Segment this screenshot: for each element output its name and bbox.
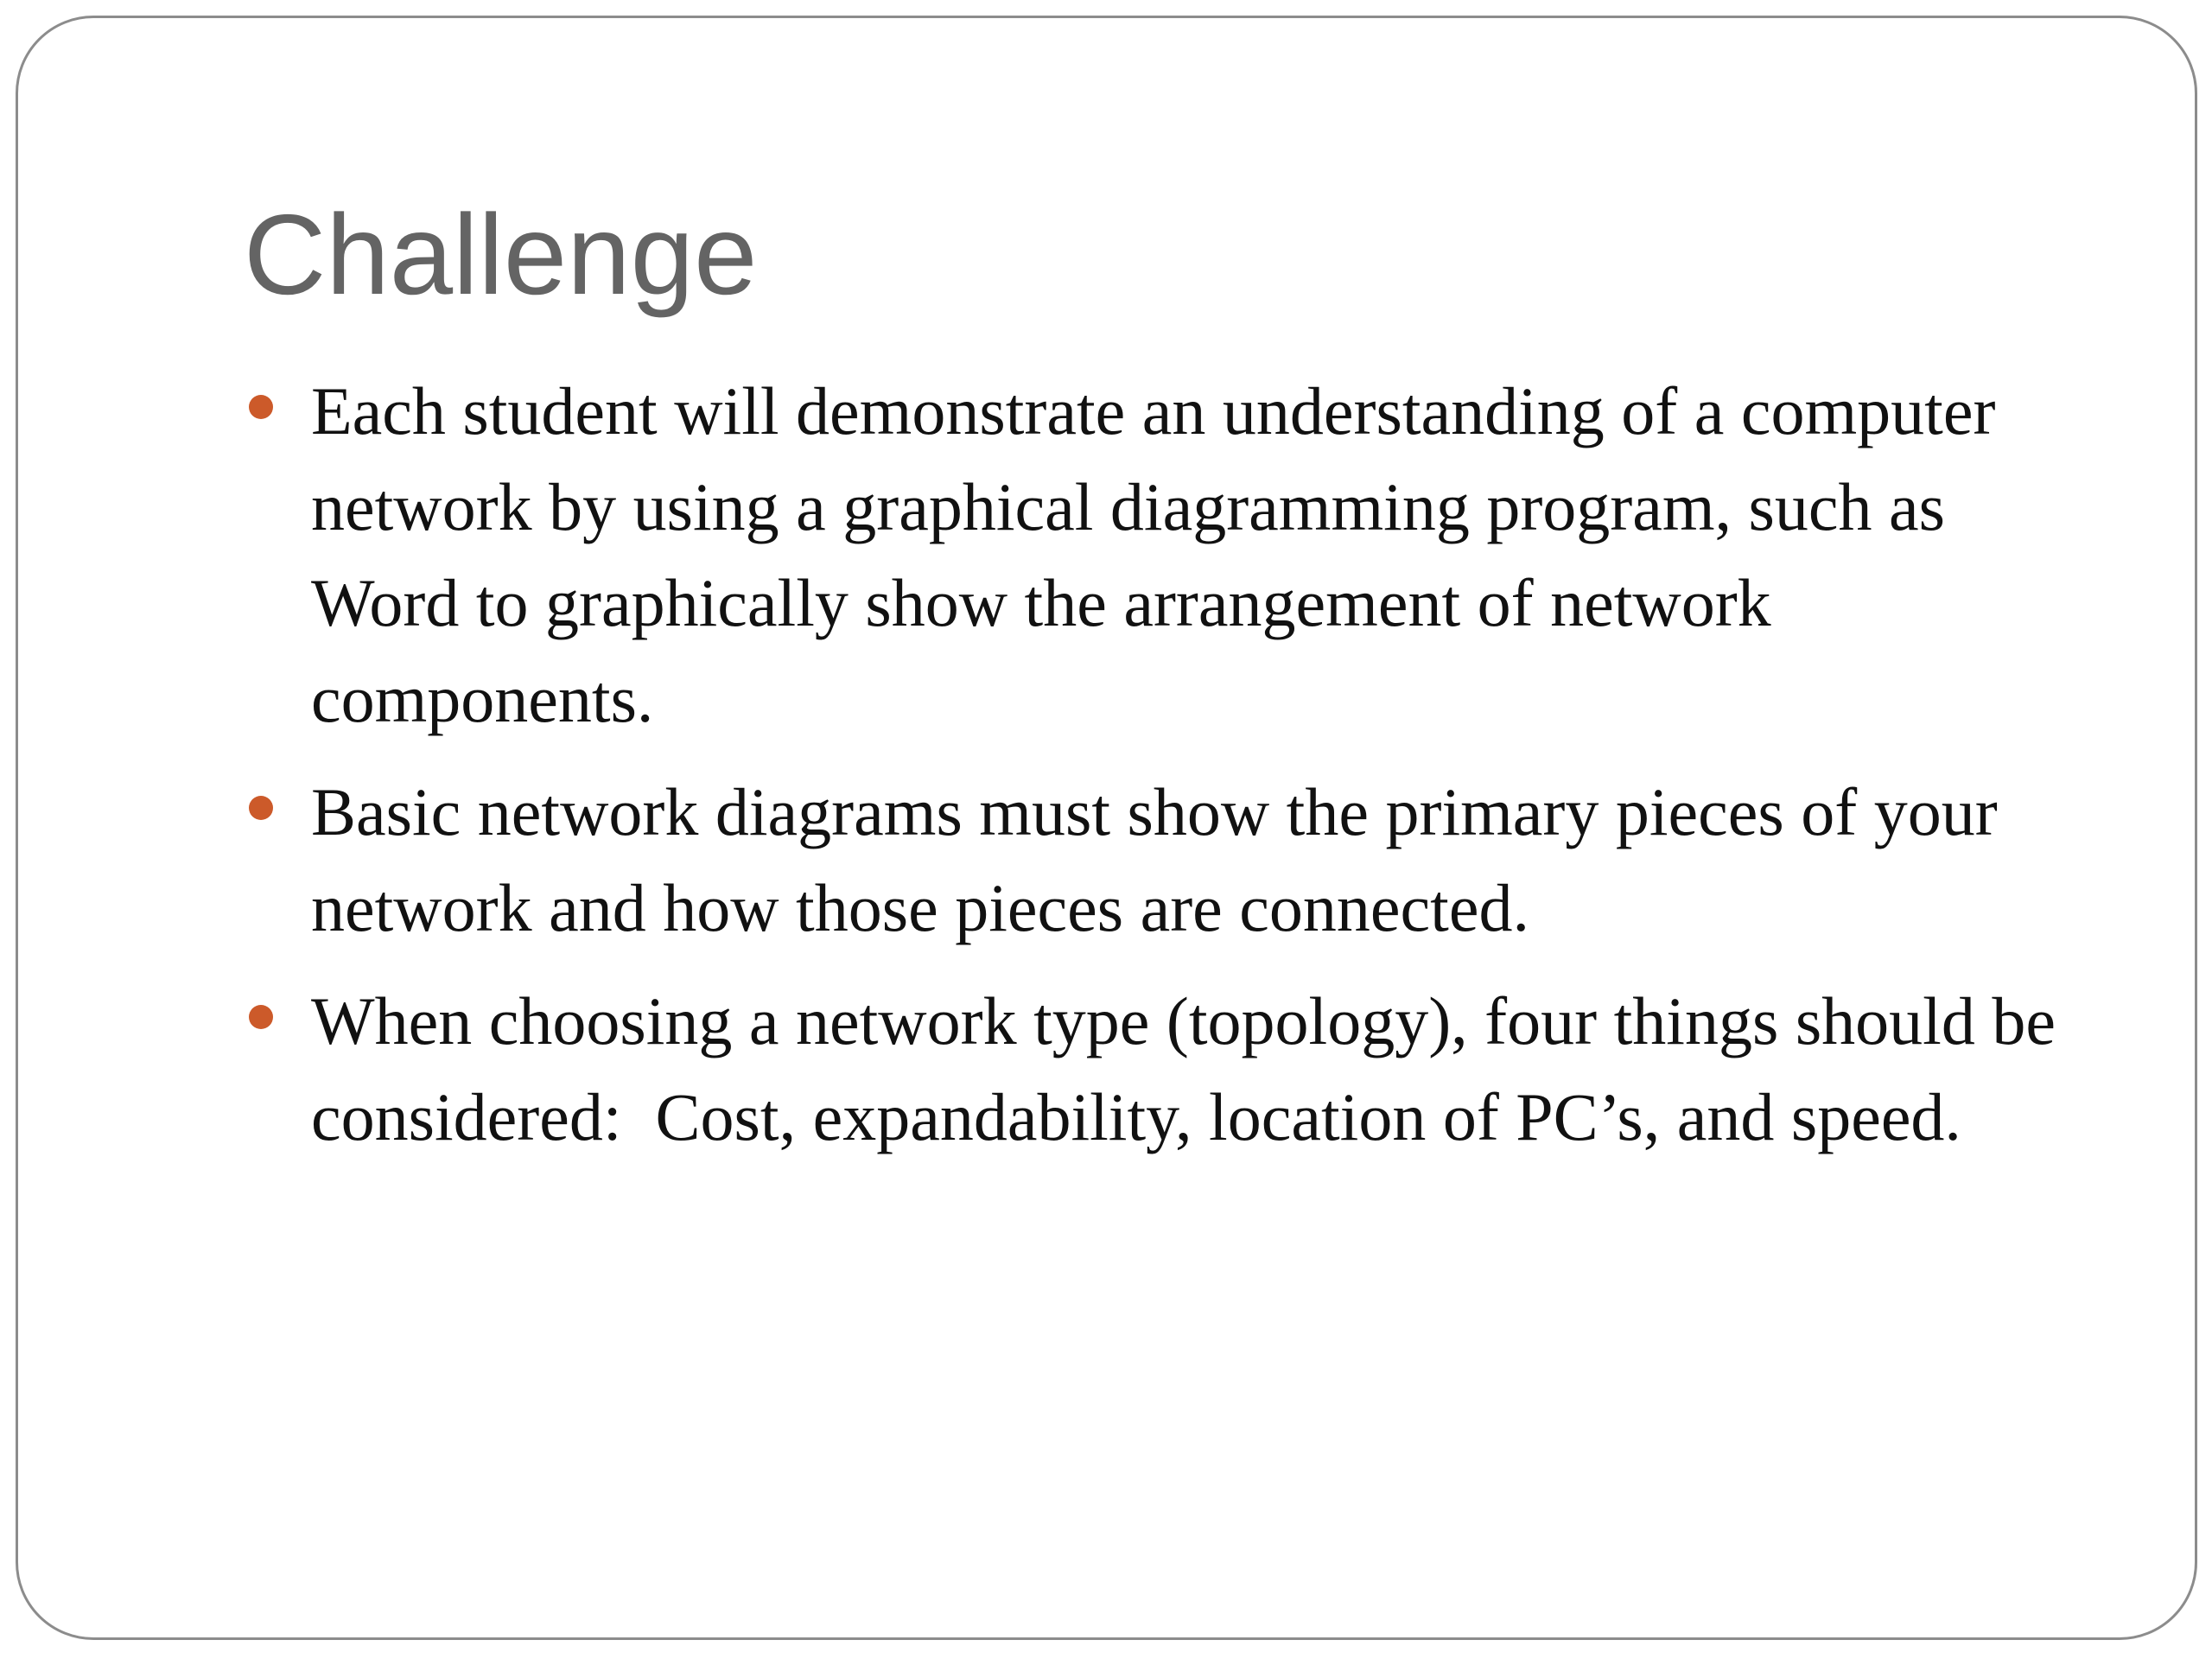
bullet-list: [244, 363, 2084, 1182]
bullet-item: [244, 764, 2084, 956]
bullet-text: Each student will demonstrate an understanding of a computer network by using a graphical diagramming program, such as Word to graphically show the arrangement of network components.: [311, 373, 2012, 736]
bullet-item: [244, 363, 2084, 747]
bullet-dot-icon: [249, 796, 273, 820]
bullet-dot-icon: [249, 1005, 273, 1029]
slide-title: Challenge: [244, 191, 758, 318]
bullet-dot-icon: [249, 395, 273, 419]
bullet-text: When choosing a network type (topology), four things should be considered: Cost, expandability, location of PC’s, and speed.: [311, 983, 2073, 1154]
bullet-item: [244, 973, 2084, 1165]
bullet-text: Basic network diagrams must show the primary pieces of your network and how those pieces are connected.: [311, 774, 2015, 945]
